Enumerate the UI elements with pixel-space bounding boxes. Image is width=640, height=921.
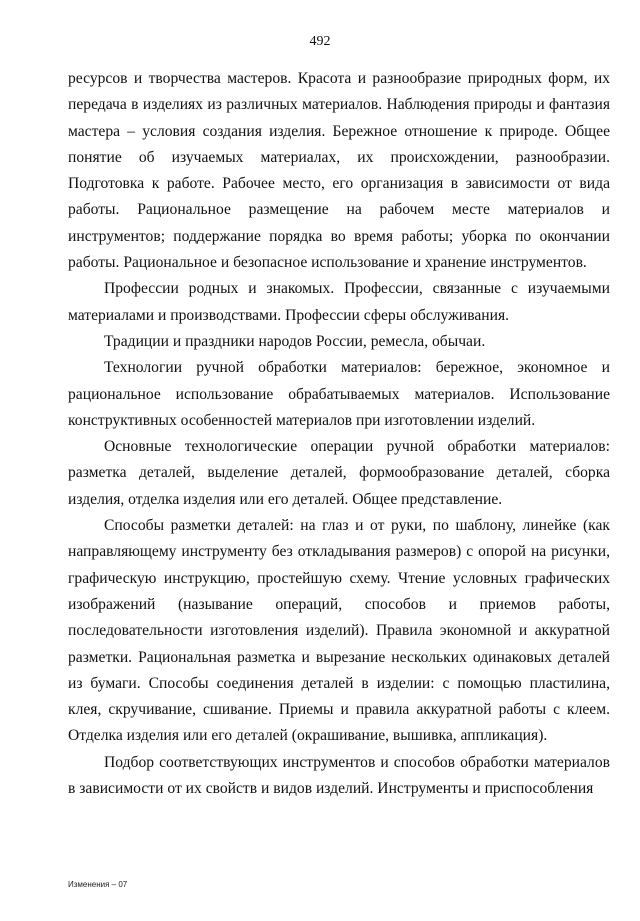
page-number: 492	[309, 34, 331, 49]
paragraph-marking-methods: Способы разметки деталей: на глаз и от руки, по шаблону, линейке (как направляющему инструменту без откладывания размеров) с опорой на рисунки, графическую инструкцию, простейшую схему. Чтение условных графических изображений (называние операций, способов и приемов работы, последовательности изготовления изделий). Правила экономной и аккуратной разметки. Рациональная разметка и вырезание нескольких одинаковых деталей из бумаги. Способы соединения деталей в изделии: с помощью пластилина, клея, скручивание, сшивание. Приемы и правила аккуратной работы с клеем. Отделка изделия или его деталей (окрашивание, вышивка, аппликация).	[68, 517, 610, 745]
paragraph-traditions: Традиции и праздники народов России, ремесла, обычаи.	[104, 332, 486, 350]
footer-revision: Изменения – 07	[68, 880, 128, 889]
paragraph-tools-selection: Подбор соответствующих инструментов и способов обработки материалов в зависимости от их свойств и видов изделий. Инструменты и приспособления	[68, 753, 610, 798]
paragraph-professions: Профессии родных и знакомых. Профессии, связанные с изучаемыми материалами и производствами. Профессии сферы обслуживания.	[68, 280, 610, 324]
document-body	[68, 66, 610, 802]
paragraph-manual-technologies: Технологии ручной обработки материалов: бережное, экономное и рациональное использование обрабатываемых материалов. Использование конструктивных особенностей материалов при изготовлении изделий.	[68, 359, 610, 429]
paragraph-operations: Основные технологические операции ручной обработки материалов: разметка деталей, выделение деталей, формообразование деталей, сборка изделия, отделка изделия или его деталей. Общее представление.	[68, 438, 610, 508]
paragraph-continued: ресурсов и творчества мастеров. Красота и разнообразие природных форм, их передача в изделиях из различных материалов. Наблюдения природы и фантазия мастера – условия создания изделия. Бережное отношение к природе. Общее понятие об изучаемых материалах, их происхождении, разнообразии. Подготовка к работе. Рабочее место, его организация в зависимости от вида работы. Рациональное размещение на рабочем месте материалов и инструментов; поддержание порядка во время работы; уборка по окончании работы. Рациональное и безопасное использование и хранение инструментов.	[68, 70, 610, 272]
